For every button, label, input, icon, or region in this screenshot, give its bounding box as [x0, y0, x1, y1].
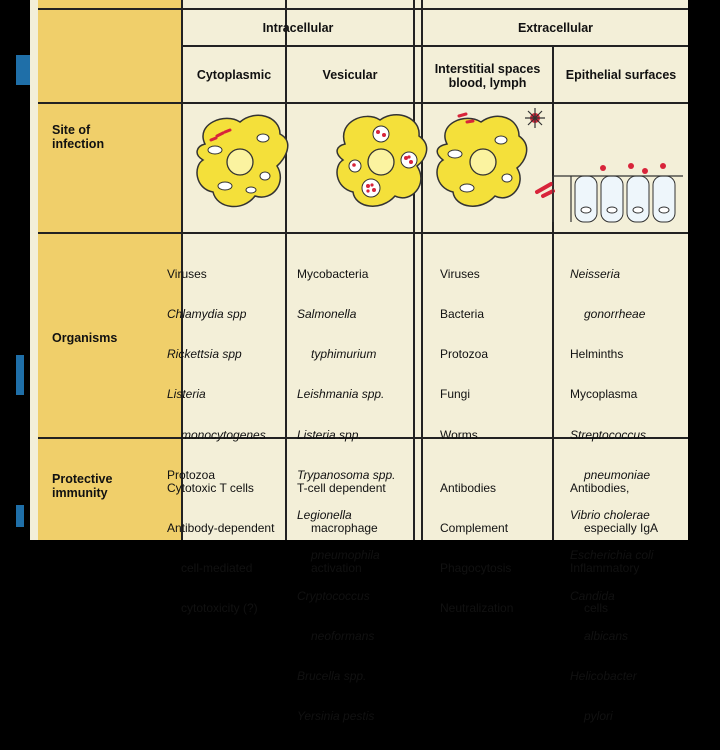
organism-item: Protozoa [440, 347, 489, 362]
header-interstitial-line1: Interstitial spaces [434, 62, 541, 76]
immunity-cytoplasmic [167, 455, 274, 643]
organism-item: typhimurium [311, 347, 377, 362]
epithelial-cells-illustration [553, 163, 683, 222]
organism-item: Helminths [570, 347, 624, 362]
row-label-protective [52, 472, 112, 500]
organism-item: Salmonella [297, 307, 357, 322]
row-label-column [38, 0, 183, 540]
site-illustrations-extracellular [425, 104, 687, 230]
organism-item: Helicobacter [570, 669, 637, 683]
immunity-item: cytotoxicity (?) [181, 601, 258, 616]
organism-item: Legionella [297, 508, 352, 523]
immunity-item: Phagocytosis [440, 561, 512, 576]
immunity-item: Complement [440, 521, 509, 536]
organism-item: Candida [570, 588, 615, 603]
vesicular-cell-illustration [337, 115, 427, 206]
organism-item: Bacteria [440, 307, 485, 322]
organism-item: pneumophila [311, 548, 380, 563]
header-intracellular: Intracellular [262, 21, 334, 35]
slide-accent-mid [16, 355, 24, 395]
organism-item: Yersinia pestis [297, 709, 375, 724]
organism-item: Brucella spp. [297, 669, 367, 683]
immunity-epithelial [570, 455, 658, 643]
row-label-site-line1: Site of [52, 123, 91, 137]
organism-item: Cryptococcus [297, 588, 370, 603]
immunity-item: especially IgA [584, 521, 659, 536]
immunity-item: Neutralization [440, 601, 514, 616]
cytoplasmic-cell-illustration [197, 115, 288, 206]
header-cytoplasmic: Cytoplasmic [196, 67, 272, 82]
organism-item: gonorrheae [584, 307, 646, 322]
immunity-item: Antibodies [440, 480, 497, 495]
organism-item: Trypanosoma spp. [297, 467, 396, 482]
immunity-interstitial [440, 455, 513, 643]
immunity-item: cells [584, 601, 609, 616]
slide-accent-top [16, 55, 30, 85]
immunity-item: Antibody-dependent [167, 521, 275, 536]
row-label-site [52, 123, 104, 151]
interstitial-cell-illustration [437, 108, 553, 206]
organism-item: pylori [584, 709, 613, 724]
slide-accent-bottom [16, 505, 24, 527]
organism-item: pneumoniae [584, 467, 651, 482]
organism-item: Rickettsia spp [167, 347, 242, 362]
organism-item: Vibrio cholerae [570, 508, 650, 523]
immunity-item: macrophage [311, 521, 378, 536]
organism-item: albicans [584, 628, 629, 643]
divider-intra-extra [413, 0, 423, 540]
immunity-item: Cytotoxic T cells [167, 480, 254, 495]
organism-item: Listeria [167, 387, 206, 402]
organism-item: monocytogenes [181, 427, 266, 442]
organism-item: Leishmania spp. [297, 387, 385, 402]
organism-item: Mycoplasma [570, 387, 638, 402]
header-vesicular: Vesicular [322, 67, 378, 82]
header-interstitial [423, 50, 552, 102]
site-row-bottom-line [38, 232, 688, 234]
scanned-table-page [30, 0, 688, 724]
immunity-item: Antibodies, [570, 480, 630, 495]
header-epithelial: Epithelial surfaces [565, 67, 677, 82]
organism-item: Viruses [440, 266, 480, 281]
immunity-item: T-cell dependent [297, 480, 386, 495]
immunity-vesicular [297, 455, 386, 602]
organism-item: Worms [440, 427, 478, 442]
row-label-protective-line1: Protective [52, 472, 113, 486]
organism-item: Fungi [440, 387, 471, 402]
immunity-item: activation [311, 561, 362, 576]
row-label-site-line2: infection [52, 137, 105, 151]
organisms-interstitial [440, 241, 488, 469]
site-illustrations-intracellular [185, 104, 413, 230]
organism-item: Neisseria [570, 266, 621, 281]
organism-item: Viruses [167, 266, 207, 281]
row-label-protective-line2: immunity [52, 486, 108, 500]
organism-item: Mycobacteria [297, 266, 369, 281]
organism-item: Escherichia coli [570, 548, 654, 563]
header-interstitial-line2: blood, lymph [448, 76, 527, 90]
organism-item: Protozoa [167, 467, 216, 482]
organism-item: Listeria spp. [297, 427, 362, 442]
organism-item: neoformans [311, 628, 375, 643]
header-extracellular: Extracellular [517, 21, 594, 35]
table-top-line [38, 8, 688, 10]
organism-item: Streptococcus [570, 427, 647, 442]
immunity-item: Inflammatory [570, 561, 640, 576]
immunity-item: cell-mediated [181, 561, 253, 576]
row-label-organisms: Organisms [52, 331, 118, 345]
organism-item: Chlamydia spp [167, 307, 247, 322]
